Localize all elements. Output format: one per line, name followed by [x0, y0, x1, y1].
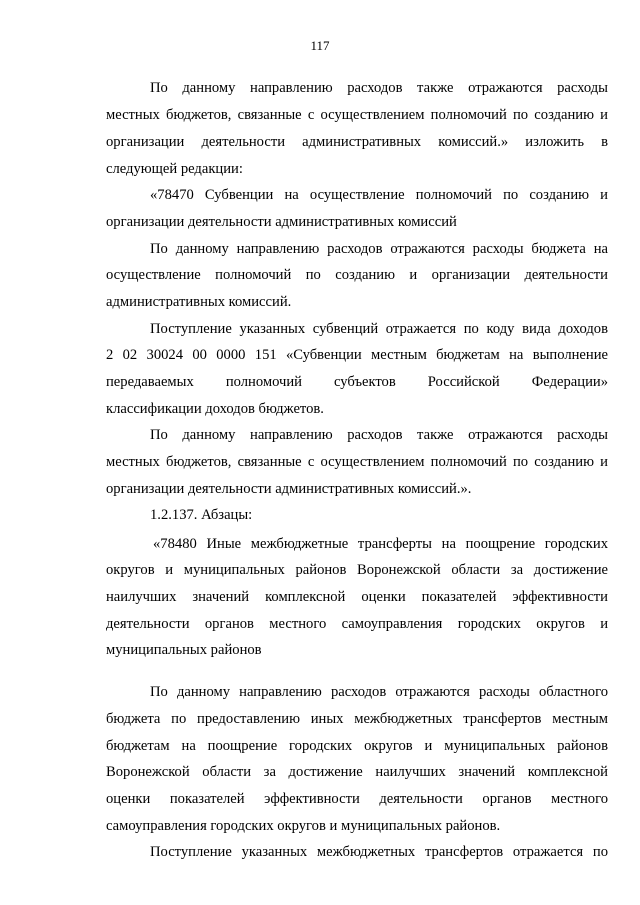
text-line: самоуправления городских округов и муниципальных районов.: [106, 818, 501, 834]
text-line: Поступление указанных субвенций отражается по коду вида доходов: [150, 321, 608, 337]
text-line: бюджетам на поощрение городских округов и муниципальных районов: [106, 738, 608, 754]
text-line: следующей редакции:: [106, 161, 243, 177]
text-line: муниципальных районов: [106, 642, 262, 658]
text-line: По данному направлению расходов также отражаются расходы: [150, 427, 608, 443]
text-line: Поступление указанных межбюджетных трансфертов отражается по: [150, 844, 608, 860]
text-line: классификации доходов бюджетов.: [106, 401, 324, 417]
page-number: 117: [310, 38, 330, 53]
text-line: По данному направлению расходов отражаются расходы бюджета на: [150, 241, 608, 257]
text-line: административных комиссий.: [106, 294, 292, 310]
text-line: округов и муниципальных районов Воронежской области за достижение: [106, 562, 608, 578]
text-line: «78480 Иные межбюджетные трансферты на поощрение городских: [153, 536, 608, 552]
text-line: передаваемых полномочий субъектов Российской Федерации»: [106, 374, 608, 390]
text-line: бюджета по предоставлению иных межбюджетных трансфертов местным: [106, 711, 608, 727]
text-line: оценки показателей эффективности деятельности органов местного: [106, 791, 608, 807]
text-line: «78470 Субвенции на осуществление полномочий по созданию и: [150, 187, 608, 203]
text-line: 1.2.137. Абзацы:: [150, 507, 253, 523]
text-line: наилучших значений комплексной оценки показателей эффективности: [106, 589, 608, 605]
text-line: По данному направлению расходов отражаются расходы областного: [150, 684, 608, 700]
text-line: организации деятельности административных комиссий: [106, 214, 457, 230]
text-line: Воронежской области за достижение наилучших значений комплексной: [106, 764, 608, 780]
text-line: организации деятельности административных комиссий.».: [106, 481, 472, 497]
text-line: организации деятельности административных комиссий.» изложить в: [106, 134, 608, 150]
text-line: деятельности органов местного самоуправления городских округов и: [106, 616, 608, 632]
text-line: местных бюджетов, связанные с осуществлением полномочий по созданию и: [106, 107, 608, 123]
text-line: По данному направлению расходов также отражаются расходы: [150, 80, 608, 96]
text-line: осуществление полномочий по созданию и организации деятельности: [106, 267, 608, 283]
text-line: местных бюджетов, связанные с осуществлением полномочий по созданию и: [106, 454, 608, 470]
text-line: 2 02 30024 00 0000 151 «Субвенции местным бюджетам на выполнение: [106, 347, 608, 363]
